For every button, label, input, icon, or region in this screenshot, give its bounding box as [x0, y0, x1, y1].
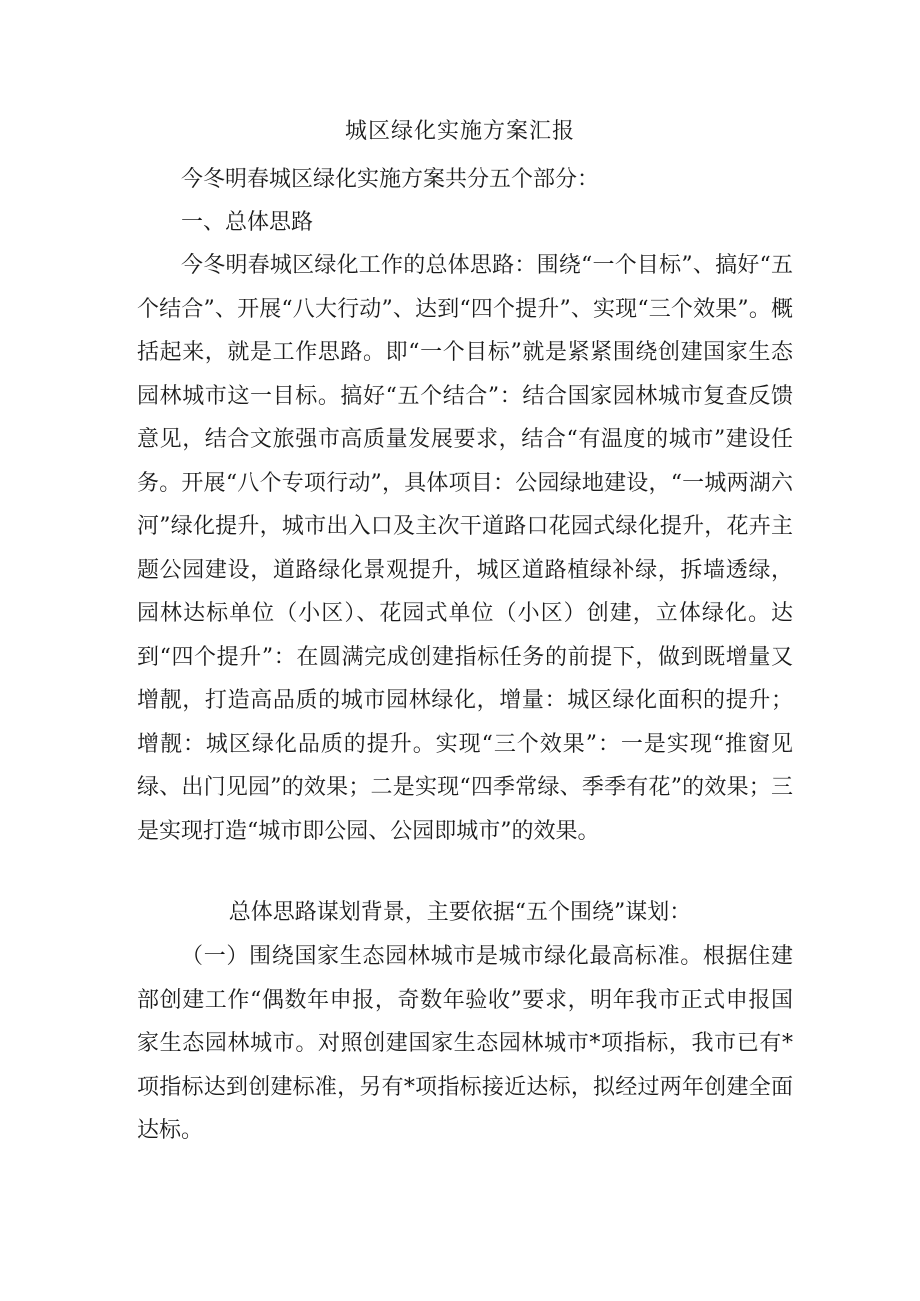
section-heading-overall-approach: 一、总体思路	[181, 210, 314, 235]
planning-background-line: 总体思路谋划背景，主要依据“五个围绕”谋划：	[228, 900, 692, 925]
national-eco-garden-city-paragraph: （一）围绕国家生态园林城市是城市绿化最高标准。根据住建部创建工作“偶数年申报，奇数年验收”要求，明年我市正式申报国家生态园林城市。对照创建国家生态园林城市*项指标，我市已有*项指标达到创建标准，另有*项指标接近达标，拟经过两年创建全面达标。	[137, 944, 793, 1143]
intro-paragraph: 今冬明春城区绿化实施方案共分五个部分：	[181, 167, 600, 192]
document-title: 城区绿化实施方案汇报	[344, 119, 575, 144]
overall-approach-paragraph: 今冬明春城区绿化工作的总体思路：围绕“一个目标”、搞好“五个结合”、开展“八大行动”、达到“四个提升”、实现“三个效果”。概括起来，就是工作思路。即“一个目标”就是紧紧围绕创建国家生态园林城市这一目标。搞好“五个结合”：结合国家园林城市复查反馈意见，结合文旅强市高质量发展要求，结合“有温度的城市”建设任务。开展“八个专项行动”，具体项目：公园绿地建设，“一城两湖六河”绿化提升，城市出入口及主次干道路口花园式绿化提升，花卉主题公园建设，道路绿化景观提升，城区道路植绿补绿，拆墙透绿，园林达标单位（小区）、花园式单位（小区）创建，立体绿化。达到“四个提升”：在圆满完成创建指标任务的前提下，做到既增量又增靓，打造高品质的城市园林绿化，增量：城区绿化面积的提升；增靓：城区绿化品质的提升。实现“三个效果”：一是实现“推窗见绿、出门见园”的效果；二是实现“四季常绿、季季有花”的效果；三是实现打造“城市即公园、公园即城市”的效果。	[137, 253, 793, 844]
